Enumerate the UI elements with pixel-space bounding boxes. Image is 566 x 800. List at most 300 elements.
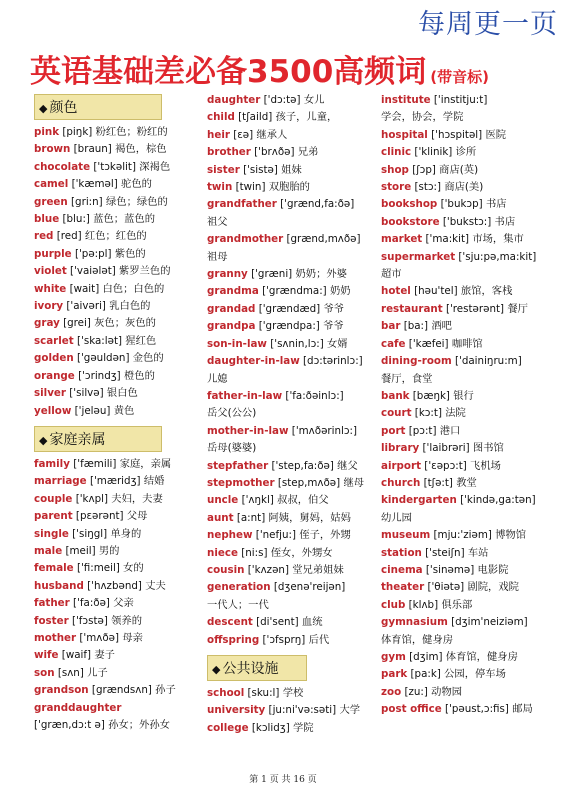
meaning: 紫罗兰色的 (119, 265, 171, 278)
diamond-icon: ◆ (39, 433, 48, 447)
phonetic: ['tɔkəlit] (93, 160, 136, 173)
word: family (34, 457, 70, 470)
word: grandson (34, 684, 89, 697)
word: descent (207, 616, 253, 629)
meaning: 银行 (453, 389, 474, 402)
list-item (207, 283, 379, 300)
meaning: 岳父(公公) (207, 407, 257, 420)
meaning: 家庭，亲属 (119, 457, 172, 470)
list-item (207, 231, 379, 266)
word: blue (34, 213, 60, 226)
word: green (34, 195, 68, 208)
word: nephew (207, 529, 253, 542)
word: institute (381, 94, 431, 106)
phonetic: [pa:k] (410, 668, 441, 681)
word: supermarket (381, 250, 456, 263)
word: gym (381, 651, 406, 663)
list-item-cont: 一代人；一代 (207, 598, 269, 611)
phonetic: ['ska:lət] (76, 334, 123, 347)
phonetic: [wait] (69, 282, 100, 295)
list-item (34, 124, 204, 141)
word: golden (34, 352, 74, 365)
word: foster (34, 614, 69, 627)
phonetic: ['mʌðə] (79, 631, 120, 644)
meaning: 孙子 (155, 684, 176, 697)
meaning: 动物园 (431, 685, 463, 698)
phonetic: [di'sent] (256, 616, 299, 629)
meaning: 商店(美) (444, 181, 484, 194)
phonetic: [dʒim'neiziəm] (451, 616, 528, 629)
meaning: 剧院，戏院 (467, 581, 519, 594)
list-item (381, 318, 561, 335)
list-item: generation [dʒenə'reijən] (207, 581, 346, 594)
word: marriage (34, 475, 87, 488)
meaning: 诊所 (455, 146, 477, 159)
list-item (34, 385, 204, 402)
list-item (34, 630, 204, 647)
word: library (381, 442, 420, 455)
phonetic: ['ʌŋkl] (241, 494, 274, 507)
list-item (207, 127, 379, 144)
phonetic: ['sju:pə,ma:kit] (458, 250, 537, 263)
phonetic: [a:nt] (236, 511, 266, 524)
list-item (207, 196, 379, 231)
word: mother (34, 631, 77, 644)
public-list-2 (381, 92, 561, 719)
list-item (34, 403, 204, 420)
list-item (207, 562, 379, 579)
list-item (34, 613, 204, 630)
phonetic: ['hɔspitəl] (431, 128, 483, 141)
meaning: 学校 (282, 687, 304, 699)
list-item: granddaughter (34, 701, 122, 714)
phonetic: [kɔ:t] (414, 407, 442, 420)
phonetic: ['grændpa:] (258, 320, 320, 333)
word: school (207, 687, 245, 699)
list-item (207, 492, 379, 509)
meaning: 父亲 (113, 597, 134, 610)
list-item (34, 176, 204, 193)
meaning: 继父 (337, 459, 358, 472)
phonetic: ['klinik] (414, 146, 453, 159)
word: white (34, 282, 67, 295)
phonetic: [ju:ni'və:səti] (268, 704, 337, 717)
word: sister (207, 163, 240, 176)
word: child (207, 111, 235, 124)
meaning: 商店(英) (439, 163, 479, 176)
family-list-2-wrapped (207, 196, 379, 266)
word: male (34, 544, 63, 557)
meaning: 车站 (467, 546, 489, 559)
meaning: 爷爷 (323, 302, 345, 315)
word: violet (34, 265, 67, 278)
list-item (381, 92, 561, 127)
word: purple (34, 247, 72, 260)
phonetic: ['sʌnin,lɔ:] (270, 337, 324, 350)
list-item (381, 353, 561, 388)
phonetic: ['bukstɔ:] (442, 215, 492, 228)
list-item (207, 318, 379, 335)
list-item (34, 228, 204, 245)
word: stepmother (207, 476, 275, 489)
phonetic: ['kində,ga:tən] (460, 494, 536, 507)
list-item (34, 473, 204, 490)
meaning: 超市 (381, 268, 402, 281)
list-item (207, 614, 379, 631)
phonetic: [grei] (63, 317, 91, 330)
list-item (34, 578, 204, 595)
meaning: 女的 (123, 562, 144, 575)
word: granny (207, 268, 248, 281)
meaning: 酒吧 (431, 320, 452, 333)
phonetic: [meil] (65, 544, 96, 557)
phonetic: [mju:'ziəm] (433, 529, 492, 542)
meaning: 兄弟 (297, 146, 319, 159)
word: club (381, 598, 406, 611)
phonetic: [braun] (73, 143, 112, 156)
word: clinic (381, 146, 412, 159)
phonetic: ['kæfei] (408, 337, 449, 350)
list-item (34, 141, 204, 158)
meaning: 驼色的 (121, 178, 152, 191)
list-item (207, 388, 379, 423)
list-item (207, 336, 379, 353)
meaning: 堂兄弟姐妹 (292, 563, 344, 576)
meaning: 儿子 (87, 666, 108, 679)
word: silver (34, 387, 66, 400)
meaning: 深褐色 (139, 160, 171, 173)
meaning: 咖啡馆 (451, 337, 483, 350)
phonetic: ['laibrəri] (422, 442, 470, 455)
list-item (34, 211, 204, 228)
phonetic: ['ɔrindʒ] (78, 369, 121, 382)
phonetic: ['silvə] (69, 387, 104, 400)
meaning: 邮局 (512, 703, 533, 716)
list-item (207, 353, 379, 388)
list-item (381, 162, 561, 179)
list-item (207, 423, 379, 458)
meaning: 夫妇，夫妻 (111, 492, 163, 505)
word: orange (34, 369, 75, 382)
phonetic: [ɛə] (233, 128, 254, 141)
list-item (207, 109, 379, 126)
word: ivory (34, 300, 64, 313)
meaning: 女婿 (327, 337, 348, 350)
phonetic: [tʃaild] (238, 111, 273, 124)
section-header-colors: ◆ 颜色 (34, 94, 162, 120)
meaning: 继母 (343, 476, 365, 489)
word: bank (381, 389, 410, 402)
meaning: 父母 (126, 510, 148, 523)
phonetic: ['kæməl] (71, 178, 118, 191)
phonetic: ['mæridʒ] (89, 475, 141, 488)
word: grandmother (207, 233, 284, 246)
phonetic: [pɔ:t] (408, 424, 437, 437)
meaning: 奶奶；外婆 (295, 268, 347, 281)
phonetic: [red] (56, 230, 82, 243)
phonetic: [sʌn] (57, 666, 84, 679)
list-item (381, 684, 561, 701)
meaning: 飞机场 (470, 459, 501, 472)
word: father (34, 597, 70, 610)
weekly-banner: 每周更一页 (418, 9, 558, 40)
meaning: 孩子，儿童， (275, 111, 338, 124)
word: grandfather (207, 198, 277, 211)
meaning: 母亲 (122, 631, 143, 644)
word: park (381, 668, 408, 681)
meaning: 灰色；灰色的 (94, 317, 156, 330)
meaning: 领养的 (111, 614, 143, 627)
column-3 (381, 92, 561, 719)
phonetic: [grænd,mʌðə] (286, 233, 361, 246)
list-item (34, 682, 204, 699)
public-list (207, 685, 379, 737)
phonetic: ['steiʃn] (425, 546, 465, 559)
list-item (381, 405, 561, 422)
meaning: 黄色 (113, 404, 135, 417)
word: aunt (207, 511, 234, 524)
phonetic: [blu:] (62, 213, 90, 226)
family-list-3 (207, 266, 379, 353)
word: couple (34, 492, 73, 505)
list-item (381, 527, 561, 544)
word: mother-in-law (207, 424, 289, 437)
meaning: 白色；白色的 (102, 282, 165, 295)
list-item (207, 162, 379, 179)
meaning: 俱乐部 (441, 598, 473, 611)
word: zoo (381, 685, 402, 698)
list-item (34, 263, 204, 280)
word: cafe (381, 337, 406, 350)
meaning: 公园，停车场 (444, 668, 506, 681)
phonetic: ['sistə] (243, 163, 278, 176)
list-item (381, 562, 561, 579)
phonetic: ['kʌzən] (247, 563, 289, 576)
list-item (207, 510, 379, 527)
meaning: 绿色；绿色的 (105, 195, 168, 208)
phonetic: [həu'tel] (414, 285, 458, 298)
phonetic: ['gəuldən] (76, 352, 130, 365)
word: kindergarten (381, 494, 457, 507)
section-header-family: ◆ 家庭亲属 (34, 426, 162, 452)
word: gymnasium (381, 616, 448, 629)
meaning: 大学 (339, 704, 361, 717)
word: heir (207, 128, 230, 141)
word: pink (34, 126, 60, 138)
word: grandma (207, 285, 259, 298)
meaning: 餐厅，食堂 (381, 372, 433, 385)
word: brother (207, 146, 251, 159)
meaning: 橙色的 (124, 369, 155, 382)
list-item (34, 298, 204, 315)
word: son (34, 666, 55, 679)
word: female (34, 562, 74, 575)
page-title (30, 46, 560, 91)
phonetic: [twin] (235, 181, 266, 194)
phonetic: ['aivəri] (66, 300, 106, 313)
phonetic: ['fi:meil] (76, 562, 120, 575)
phonetic: ['institju:t] (433, 94, 488, 106)
list-item (381, 336, 561, 353)
family-list (34, 456, 204, 700)
meaning: 女儿 (303, 94, 325, 106)
phonetic: ['brʌðə] (254, 146, 295, 159)
word: yellow (34, 404, 72, 417)
word: bookshop (381, 198, 438, 211)
meaning: 侄子，外甥 (299, 529, 351, 542)
phonetic: [dɔ:tərinlɔ:] (303, 355, 363, 368)
list-item (381, 214, 561, 231)
list-item (34, 350, 204, 367)
list-item (207, 720, 379, 737)
meaning: 后代 (308, 633, 330, 646)
phonetic: [gri:n] (71, 195, 103, 208)
word: grandpa (207, 320, 256, 333)
list-item (207, 702, 379, 719)
list-item (381, 614, 561, 649)
phonetic: ['dainiŋru:m] (454, 355, 522, 368)
phonetic: ['grænd,fa:ðə] (280, 198, 355, 211)
word: daughter (207, 94, 261, 106)
word: offspring (207, 633, 260, 646)
word: grandad (207, 302, 256, 315)
meaning: 蓝色；蓝色的 (93, 213, 155, 226)
phonetic: [dʒim] (409, 651, 443, 663)
list-item (381, 492, 561, 527)
meaning: 结婚 (143, 475, 165, 488)
word: parent (34, 510, 73, 523)
family-list-3-wrapped (207, 353, 379, 457)
phonetic: [ʃɔp] (412, 163, 436, 176)
meaning: 褐色，棕色 (115, 143, 167, 156)
list-item (34, 595, 204, 612)
phonetic: ['fɔstə] (71, 614, 108, 627)
phonetic: [kɔlidʒ] (251, 721, 290, 734)
diamond-icon: ◆ (39, 102, 48, 115)
phonetic: ['fæmili] (73, 457, 117, 470)
list-item (381, 701, 561, 718)
list-item (34, 368, 204, 385)
phonetic: [sku:l] (247, 687, 280, 699)
phonetic: ['hʌzbənd] (87, 579, 142, 592)
list-item (207, 301, 379, 318)
word: theater (381, 581, 425, 594)
list-item (34, 333, 204, 350)
phonetic: ['restərənt] (445, 302, 505, 315)
meaning: 金色的 (132, 352, 164, 365)
list-item (34, 647, 204, 664)
phonetic: ['kʌpl] (75, 492, 109, 505)
meaning: 乳白色的 (109, 300, 151, 313)
list-item (34, 665, 204, 682)
word: bookstore (381, 215, 440, 228)
phonetic: ['ma:kit] (425, 233, 470, 246)
phonetic: ['nefju:] (255, 529, 297, 542)
list-item (381, 196, 561, 213)
word: husband (34, 579, 84, 592)
word: church (381, 476, 421, 489)
diamond-icon: ◆ (212, 663, 221, 676)
list-item (207, 92, 379, 109)
phonetic: ['dɔ:tə] (263, 94, 301, 106)
meaning: 血统 (301, 616, 323, 629)
phonetic: ['pəust,ɔ:fis] (445, 703, 509, 716)
meaning: 幼儿园 (381, 511, 412, 524)
phonetic: [ni:s] (241, 546, 268, 559)
word: son-in-law (207, 337, 267, 350)
list-item (207, 527, 379, 544)
meaning: 侄女，外甥女 (270, 546, 333, 559)
list-item (34, 246, 204, 263)
phonetic: [piŋk] (62, 126, 93, 138)
phonetic: ['grændma:] (262, 285, 327, 298)
list-item (34, 194, 204, 211)
word: college (207, 721, 249, 734)
meaning: 医院 (485, 128, 507, 141)
word: single (34, 527, 69, 540)
list-item (207, 458, 379, 475)
meaning: 叔叔，伯父 (277, 494, 329, 507)
list-item (381, 144, 561, 161)
word: hospital (381, 128, 428, 141)
meaning: 书店 (485, 198, 507, 211)
word: station (381, 546, 422, 559)
meaning: 法院 (445, 407, 466, 420)
meaning: 儿媳 (207, 372, 228, 385)
list-item (381, 545, 561, 562)
meaning: 体育馆，健身房 (381, 633, 454, 646)
list-item (381, 475, 561, 492)
column-2 (207, 92, 379, 737)
list-item (34, 560, 204, 577)
list-item (381, 301, 561, 318)
meaning: 港口 (439, 424, 461, 437)
meaning: 书店 (494, 215, 516, 228)
list-item (381, 388, 561, 405)
word: court (381, 407, 412, 420)
phonetic: [bæŋk] (412, 389, 450, 402)
phonetic: ['græni] (251, 268, 293, 281)
phonetic: [pɛərənt] (75, 510, 124, 523)
word: cinema (381, 563, 423, 576)
list-item (34, 526, 204, 543)
list-item (381, 458, 561, 475)
list-item (207, 266, 379, 283)
meaning: 红色；红色的 (84, 230, 147, 243)
meaning: 市场，集市 (472, 233, 524, 246)
phonetic: ['ɔfsprŋ] (262, 633, 306, 646)
phonetic: ['sinəmə] (425, 563, 475, 576)
meaning: 图书馆 (472, 442, 504, 455)
meaning: 博物馆 (495, 529, 527, 542)
word: father-in-law (207, 389, 283, 402)
phonetic: ['fa:ðəinlɔ:] (285, 389, 344, 402)
word: chocolate (34, 160, 91, 173)
meaning: 双胞胎的 (268, 181, 310, 194)
word: port (381, 424, 406, 437)
phonetic: ['grændæd] (258, 302, 321, 315)
word: restaurant (381, 302, 443, 315)
list-item-cont: ['græn,dɔ:t ə] 孙女；外孙女 (34, 719, 170, 731)
meaning: 岳母(婆婆) (207, 442, 257, 455)
word: store (381, 181, 412, 194)
phonetic: ['ɛəpɔ:t] (424, 459, 467, 472)
word: airport (381, 459, 422, 472)
list-item (381, 179, 561, 196)
phonetic: [waif] (61, 649, 92, 662)
meaning: 男的 (98, 544, 120, 557)
list-item (381, 127, 561, 144)
